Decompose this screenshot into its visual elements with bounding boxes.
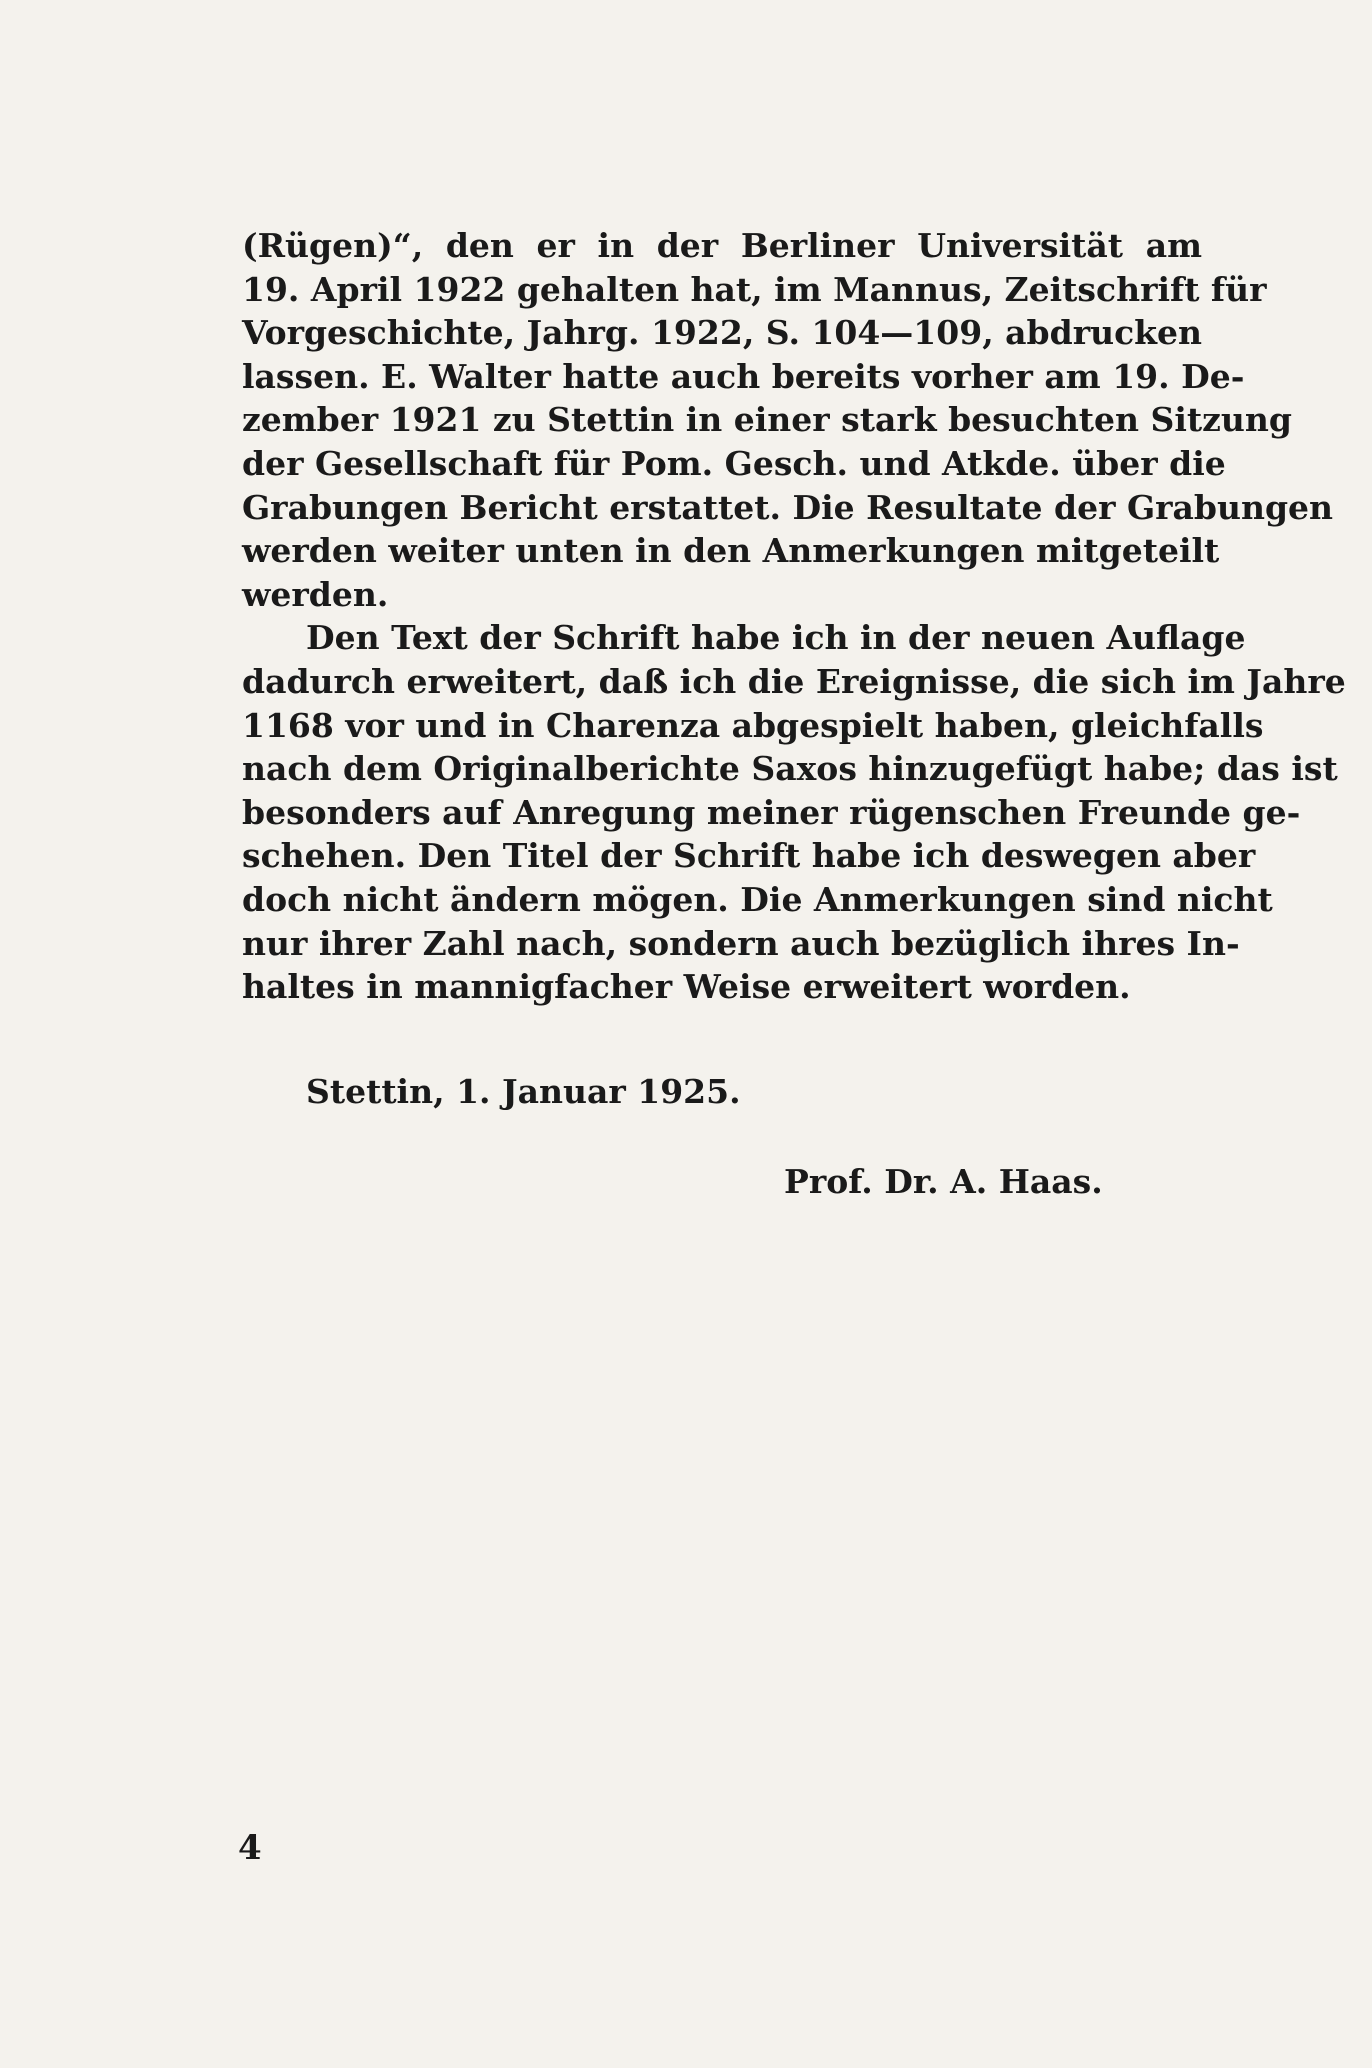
text-line: 1168 vor und in Charenza abgespielt haben, gleichfalls (242, 705, 1264, 745)
text-line: nach dem Originalberichte Saxos hinzugefügt habe; das ist (242, 749, 1338, 789)
text-line: doch nicht ändern mögen. Die Anmerkungen sind nicht (242, 879, 1273, 919)
signature: Prof. Dr. A. Haas. (784, 1162, 1103, 1201)
text-line: (Rügen)“, den er in der Berliner Universität am (242, 226, 1202, 265)
text-line: nur ihrer Zahl nach, sondern auch bezüglich ihres In- (242, 923, 1240, 963)
text-line: der Gesellschaft für Pom. Gesch. und Atkde. über die (242, 443, 1226, 483)
text-line: Vorgeschichte, Jahrg. 1922, S. 104—109, abdrucken (242, 313, 1203, 353)
place-date: Stettin, 1. Januar 1925. (306, 1072, 741, 1111)
text-line: dadurch erweitert, daß ich die Ereignisse, die sich im Jahre (242, 661, 1346, 701)
body-text (242, 224, 1346, 1009)
text-line: Den Text der Schrift habe ich in der neuen Auflage (306, 618, 1246, 658)
text-line: besonders auf Anregung meiner rügenschen Freunde ge- (242, 792, 1301, 832)
text-line: werden. (242, 574, 389, 614)
text-line: 19. April 1922 gehalten hat, im Mannus, Zeitschrift für (242, 269, 1267, 309)
page-number: 4 (238, 1828, 262, 1868)
text-line: lassen. E. Walter hatte auch bereits vorher am 19. De- (242, 356, 1245, 396)
text-line: haltes in mannigfacher Weise erweitert worden. (242, 967, 1131, 1007)
text-line: schehen. Den Titel der Schrift habe ich deswegen aber (242, 836, 1256, 876)
text-line: zember 1921 zu Stettin in einer stark besuchten Sitzung (242, 400, 1292, 440)
text-line: Grabungen Bericht erstattet. Die Resultate der Grabungen (242, 487, 1334, 527)
text-line: werden weiter unten in den Anmerkungen mitgeteilt (242, 531, 1220, 571)
